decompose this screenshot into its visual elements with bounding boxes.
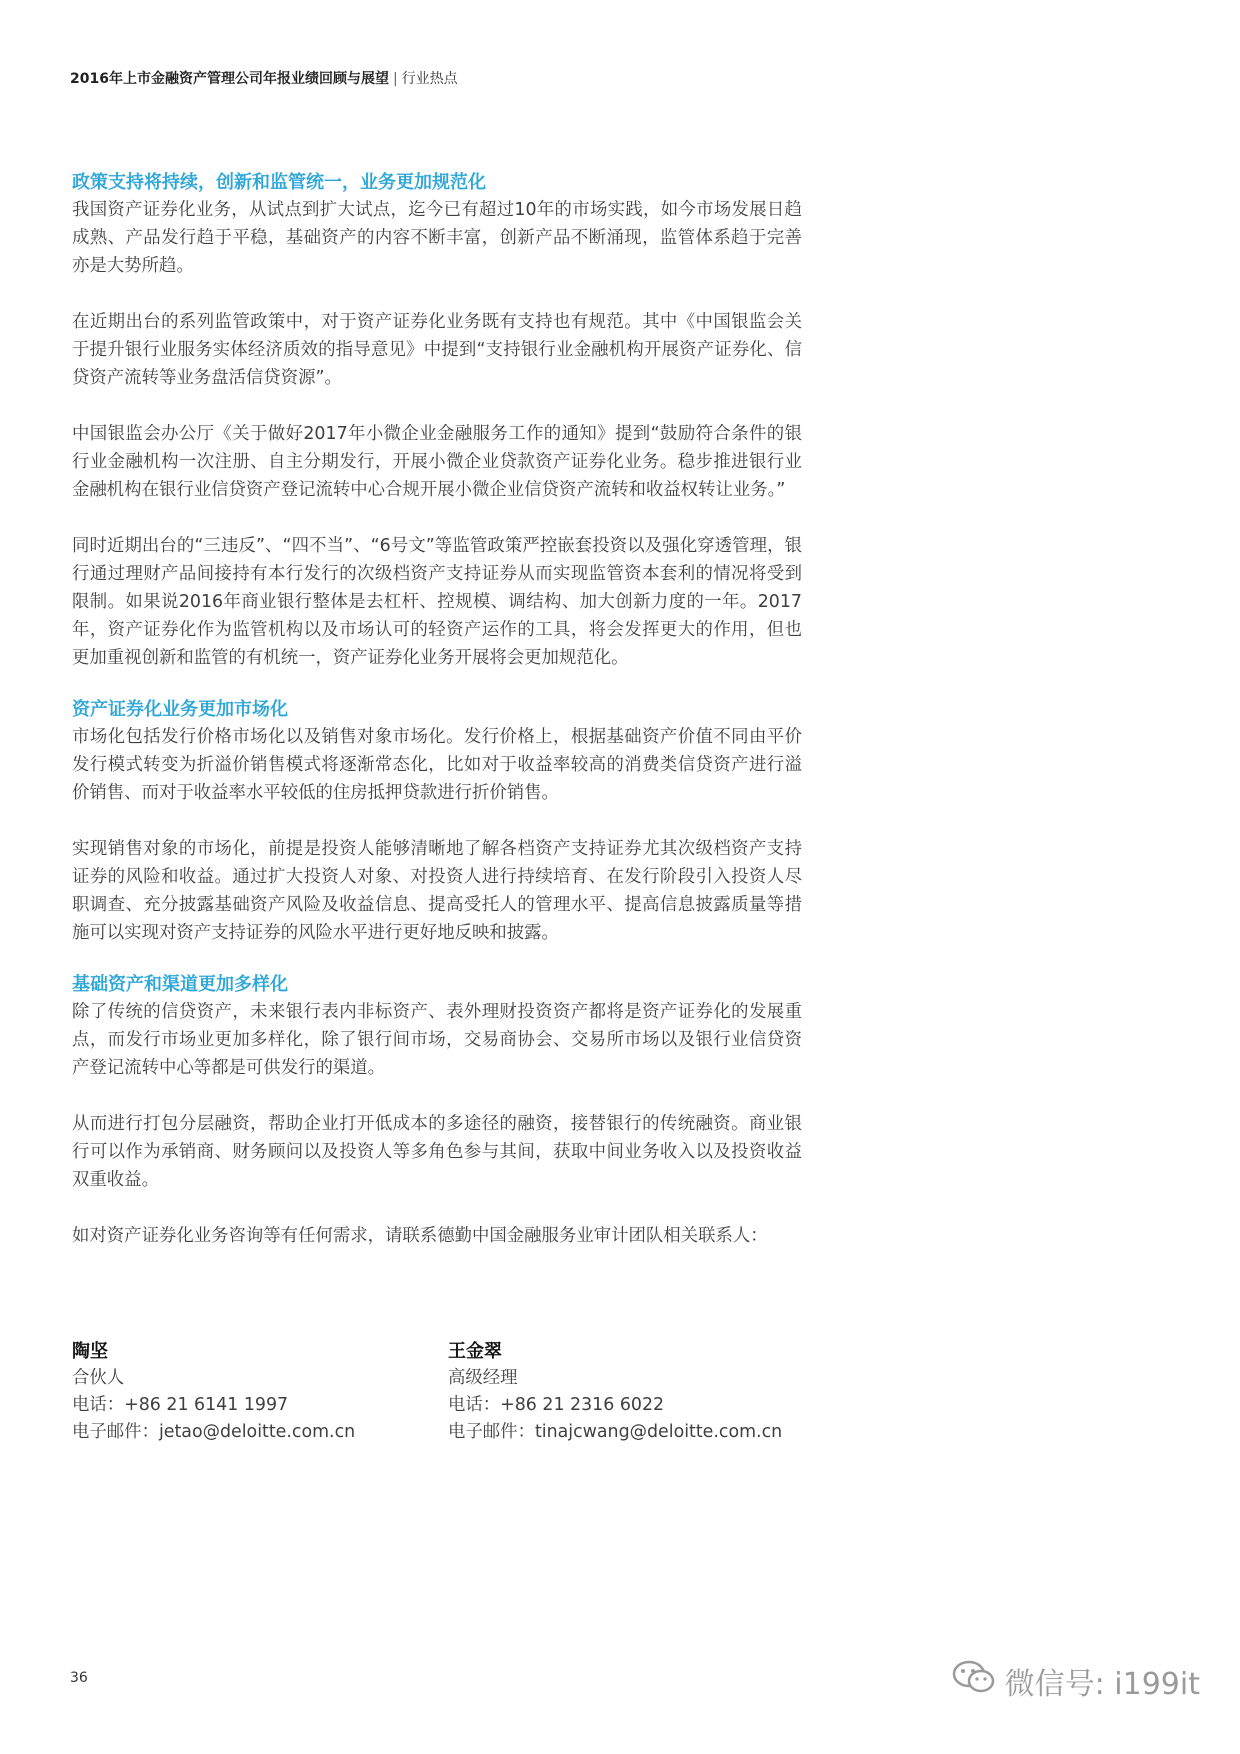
contact-title: 高级经理 [448, 1368, 518, 1388]
paragraph: 市场化包括发行价格市场化以及销售对象市场化。发行价格上，根据基础资产价值不同由平价发行模式转变为折溢价销售模式将逐渐常态化，比如对于收益率较高的消费类信贷资产进行溢价销售、而对于收益率水平较低的住房抵押贷款进行折价销售。 [72, 727, 802, 803]
paragraph: 从而进行打包分层融资，帮助企业打开低成本的多途径的融资，接替银行的传统融资。商业银行可以作为承销商、财务顾问以及投资人等多角色参与其间，获取中间业务收入以及投资收益双重收益。 [72, 1114, 802, 1190]
report-title: 2016年上市金融资产管理公司年报业绩回顾与展望 [70, 71, 389, 87]
paragraph: 在近期出台的系列监管政策中，对于资产证券化业务既有支持也有规范。其中《中国银监会关于提升银行业服务实体经济质效的指导意见》中提到“支持银行业金融机构开展资产证券化、信贷资产流转等业务盘活信贷资源”。 [72, 312, 802, 388]
contact-name: 陶坚 [72, 1341, 108, 1362]
contact-intro: 如对资产证券化业务咨询等有任何需求，请联系德勤中国金融服务业审计团队相关联系人： [72, 1226, 768, 1246]
contact-email: 电子邮件：jetao@deloitte.com.cn [72, 1422, 356, 1442]
paragraph: 我国资产证券化业务，从试点到扩大试点，迄今已有超过10年的市场实践，如今市场发展日趋成熟、产品发行趋于平稳，基础资产的内容不断丰富，创新产品不断涌现，监管体系趋于完善亦是大势所趋。 [72, 200, 802, 276]
running-header [70, 68, 458, 88]
header-separator: | [392, 71, 398, 87]
wechat-icon [951, 1658, 1005, 1704]
contact-name: 王金翠 [448, 1341, 502, 1362]
contact-card [448, 1338, 808, 1446]
contact-card [72, 1338, 432, 1446]
contact-title: 合伙人 [72, 1368, 125, 1388]
article-body [72, 170, 802, 1250]
watermark [951, 1658, 1200, 1704]
section-label: 行业热点 [401, 71, 458, 87]
paragraph: 同时近期出台的“三违反”、“四不当”、“6号文”等监管政策严控嵌套投资以及强化穿透管理，银行通过理财产品间接持有本行发行的次级档资产支持证券从而实现监管资本套利的情况将受到限制。如果说2016年商业银行整体是去杠杆、控规模、调结构、加大创新力度的一年。2017年，资产证券化作为监管机构以及市场认可的轻资产运作的工具，将会发挥更大的作用，但也更加重视创新和监管的有机统一，资产证券化业务开展将会更加规范化。 [72, 536, 802, 668]
page-number: 36 [70, 1670, 88, 1686]
section-heading-assets: 基础资产和渠道更加多样化 [72, 974, 288, 995]
contact-email: 电子邮件：tinajcwang@deloitte.com.cn [448, 1422, 783, 1442]
paragraph: 中国银监会办公厅《关于做好2017年小微企业金融服务工作的通知》提到“鼓励符合条件的银行业金融机构一次注册、自主分期发行，开展小微企业贷款资产证券化业务。稳步推进银行业金融机构在银行业信贷资产登记流转中心合规开展小微企业信贷资产流转和收益权转让业务。” [72, 424, 802, 500]
watermark-text: 微信号: i199it [1004, 1667, 1200, 1702]
section-heading-policy: 政策支持将持续，创新和监管统一，业务更加规范化 [72, 172, 486, 193]
section-heading-market: 资产证券化业务更加市场化 [72, 699, 288, 720]
paragraph: 实现销售对象的市场化，前提是投资人能够清晰地了解各档资产支持证券尤其次级档资产支持证券的风险和收益。通过扩大投资人对象、对投资人进行持续培育、在发行阶段引入投资人尽职调查、充分披露基础资产风险及收益信息、提高受托人的管理水平、提高信息披露质量等措施可以实现对资产支持证券的风险水平进行更好地反映和披露。 [72, 839, 802, 943]
contact-phone: 电话：+86 21 6141 1997 [72, 1395, 289, 1415]
paragraph: 除了传统的信贷资产，未来银行表内非标资产、表外理财投资资产都将是资产证券化的发展重点，而发行市场业更加多样化，除了银行间市场，交易商协会、交易所市场以及银行业信贷资产登记流转中心等都是可供发行的渠道。 [72, 1002, 802, 1078]
contact-phone: 电话：+86 21 2316 6022 [448, 1395, 665, 1415]
